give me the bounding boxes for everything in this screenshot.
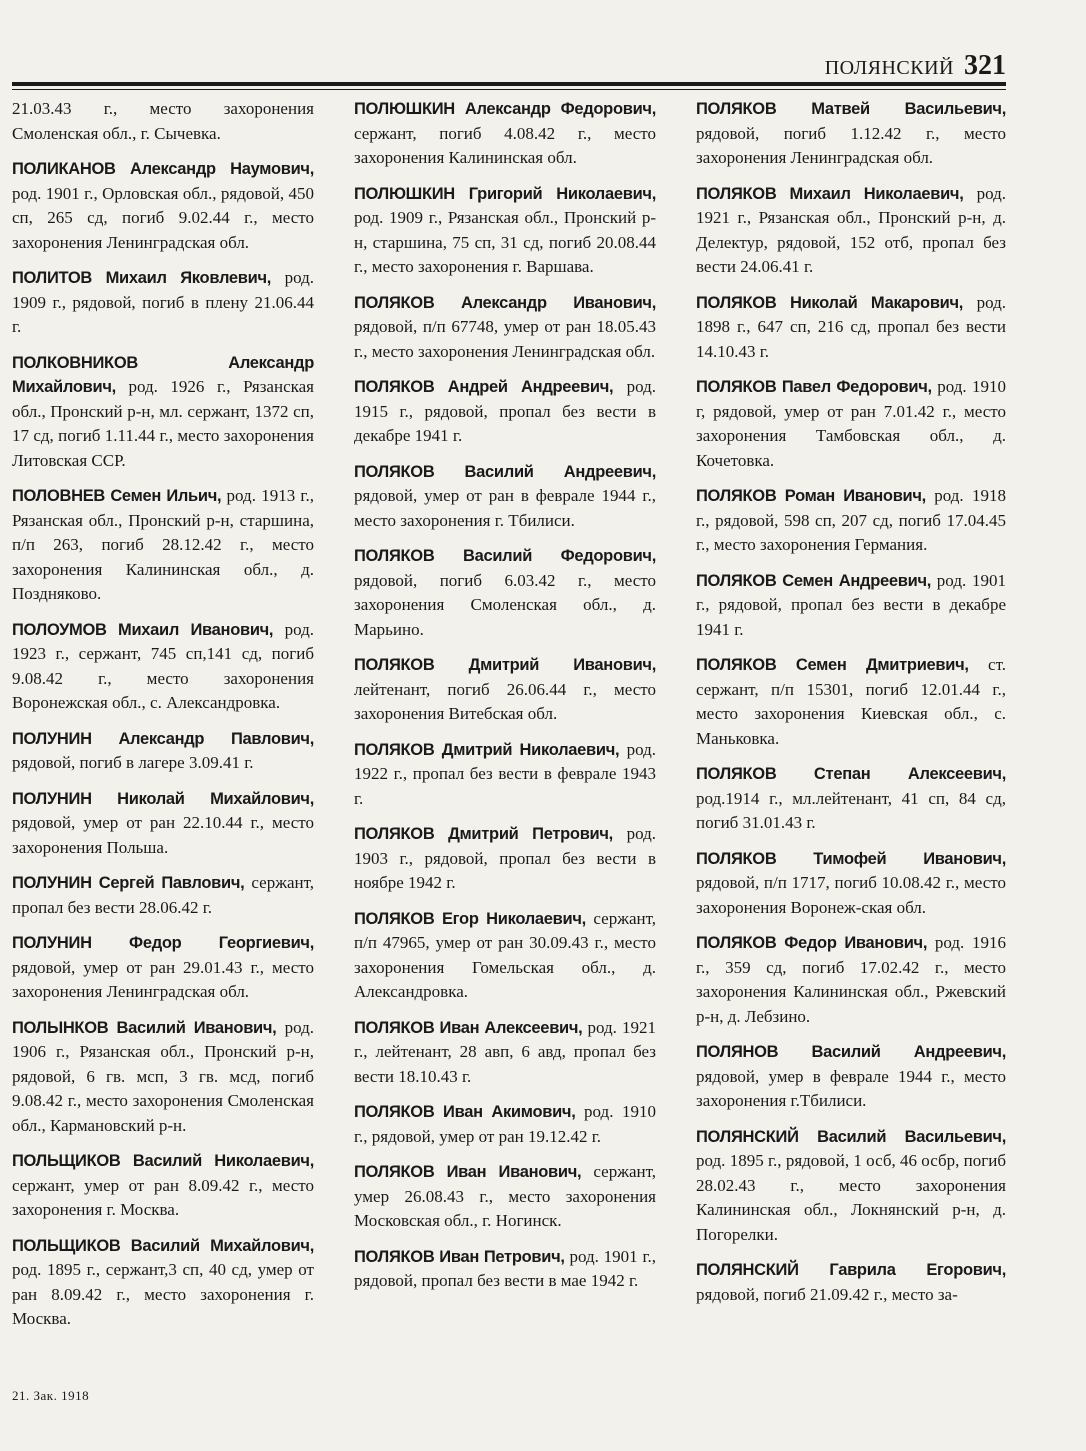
entry-text: род. 1916 г., 359 сд, погиб 17.02.42 г., место захоронения Калининская обл., Ржевский р-н, д. Лебзино. [696,933,1006,1026]
entry [12,1016,314,1139]
entry [354,1245,656,1294]
entry-text: род. 1923 г., сержант, 745 сп,141 сд, погиб 9.08.42 г., место захоронения Воронежская обл., с. Александровка. [12,619,314,712]
entry-text: сержант, пропал без вести 28.06.42 г. [12,873,314,917]
entry-text: рядовой, п/п 67748, умер от ран 18.05.43 г., место захоронения Ленинградская обл. [354,317,656,361]
entry [696,182,1006,280]
entry-name: ПОЛЯКОВ Дмитрий Иванович, [354,656,656,674]
entry-text: род. 1901 г., Орловская обл., рядовой, 450 сп, 265 сд, погиб 9.02.44 г., место захоронения Ленинградская обл. [12,183,314,252]
entry-name: ПОЛЯКОВ Федор Иванович, [696,934,928,952]
entry [12,871,314,920]
entry-text: сержант, умер 26.08.43 г., место захоронения Московская обл., г. Ногинск. [354,1162,656,1230]
entry-name: ПОЛЮШКИН Александр Федорович, [354,100,656,118]
entry [12,931,314,1005]
entry [354,182,656,280]
entry-name: ПОЛОВНЕВ Семен Ильич, [12,487,222,505]
entry-name: ПОЛЬЩИКОВ Василий Михайлович, [12,1236,314,1255]
entry-name: ПОЛЯКОВ Роман Иванович, [696,487,926,505]
entry-name: ПОЛЯКОВ Василий Андреевич, [354,462,656,481]
entry-text: рядовой, умер от ран 29.01.43 г., место захоронения Ленинградская обл. [12,957,314,1001]
entry-name: ПОЛИТОВ Михаил Яковлевич, [12,269,272,287]
entry-text: ст. сержант, п/п 15301, погиб 12.01.44 г., место захоронения Киевская обл., с. Маньковка. [696,655,1006,748]
entry-text: род. 1926 г., Рязанская обл., Пронский р-н, мл. сержант, 1372 сп, 17 сд, погиб 1.11.44 г., место захоронения Литовская ССР. [12,377,314,470]
entry [12,787,314,861]
entry-name: ПОЛЯКОВ Степан Алексеевич, [696,765,1006,783]
entry-name: ПОЛЯКОВ Егор Николаевич, [354,909,586,928]
entry [696,762,1006,836]
entry [354,1160,656,1234]
column-2 [354,97,656,1343]
entry-text: сержант, п/п 47965, умер от ран 30.09.43 г., место захоронения Гомельская обл., д. Александровка. [354,908,656,1001]
entry-name: ПОЛЯКОВ Николай Макарович, [696,293,964,312]
entry [12,351,314,474]
entry-text: лейтенант, погиб 26.06.44 г., место захоронения Витебская обл. [354,679,656,723]
entry [354,907,656,1005]
entry-text: рядовой, умер в феврале 1944 г., место захоронения г.Тбилиси. [696,1066,1006,1110]
entry-text: род. 1909 г., рядовой, погиб в плену 21.06.44 г. [12,268,314,336]
signature-mark: 21. Зак. 1918 [12,1388,90,1403]
entry-name: ПОЛЯНСКИЙ Василий Васильевич, [696,1127,1006,1146]
running-title: ПОЛЯНСКИЙ [824,57,954,79]
entry-text: сержант, умер от ран 8.09.42 г., место захоронения г. Москва. [12,1175,314,1219]
entry-name: ПОЛОУМОВ Михаил Иванович, [12,620,274,639]
entry-name: ПОЛЯКОВ Семен Андреевич, [696,571,932,590]
entry-name: ПОЛЯКОВ Михаил Николаевич, [696,184,964,203]
entry-text: рядовой, умер от ран 22.10.44 г., место захоронения Польша. [12,813,314,857]
entry [12,97,314,146]
entry-text: рядовой, умер от ран в феврале 1944 г., место захоронения г. Тбилиси. [354,486,656,530]
entry-name: ПОЛИКАНОВ Александр Наумович, [12,160,314,178]
entry-name: ПОЛЯКОВ Матвей Васильевич, [696,100,1006,118]
entry [354,1100,656,1149]
entry-text: 21.03.43 г., место захоронения Смоленская обл., г. Сычевка. [12,99,314,143]
entry [12,1234,314,1332]
entry-text: род. 1921 г., Рязанская обл., Пронский р-н, д. Делектур, рядовой, 152 отб, пропал без вести 24.06.41 г. [696,183,1006,276]
entry-text: род. 1906 г., Рязанская обл., Пронский р-н, рядовой, 6 гв. мсп, 3 гв. мсд, погиб 9.08.42 г., место захоронения Смоленская обл., Кармановский р-н. [12,1017,314,1135]
entry-text: род. 1898 г., 647 сп, 216 сд, пропал без вести 14.10.43 г. [696,292,1006,361]
entry [12,618,314,716]
entry-text: род. 1922 г., пропал без вести в феврале 1943 г. [354,739,656,808]
entry-name: ПОЛЯКОВ Дмитрий Николаевич, [354,740,620,759]
entry-text: род. 1903 г., рядовой, пропал без вести в ноябре 1942 г. [354,824,656,892]
entry-name: ПОЛЯКОВ Иван Акимович, [354,1103,576,1121]
entry-text: сержант, погиб 4.08.42 г., место захоронения Калининская обл. [354,123,656,167]
entry [12,484,314,607]
text-columns [12,97,1006,1343]
entry [696,1258,1006,1307]
entry-text: род. 1921 г., лейтенант, 28 авп, 6 авд, пропал без вести 18.10.43 г. [354,1017,656,1086]
entry [354,291,656,365]
entry [12,157,314,255]
entry-text: род. 1918 г., рядовой, 598 сп, 207 сд, погиб 17.04.45 г., место захоронения Германия. [696,486,1006,554]
entry-text: род. 1915 г., рядовой, пропал без вести в декабре 1941 г. [354,377,656,445]
entry-name: ПОЛЯКОВ Иван Алексеевич, [354,1018,583,1037]
entry [354,653,656,727]
entry-text: рядовой, погиб в лагере 3.09.41 г. [12,753,254,772]
header-rule-thin [12,89,1006,90]
entry-text: род. 1910 г., рядовой, умер от ран 19.12.42 г. [354,1102,656,1146]
entry-name: ПОЛЯКОВ Александр Иванович, [354,293,656,312]
entry [696,847,1006,921]
entry-name: ПОЛЯКОВ Семен Дмитриевич, [696,656,969,674]
entry [696,653,1006,751]
entry [354,460,656,534]
entry-text: род. 1909 г., Рязанская обл., Пронский р-н, старшина, 75 сп, 31 сд, погиб 20.08.44 г., место захоронения г. Варшава. [354,208,656,276]
entry-name: ПОЛКОВНИКОВ Александр Михайлович, [12,353,314,396]
entry [696,1040,1006,1114]
entry [354,375,656,449]
entry-name: ПОЛЯКОВ Василий Федорович, [354,547,656,565]
entry [12,727,314,776]
entry-name: ПОЛЫНКОВ Василий Иванович, [12,1018,277,1037]
entry [696,375,1006,473]
entry-name: ПОЛЯНСКИЙ Гаврила Егорович, [696,1261,1006,1279]
entry-name: ПОЛЯКОВ Дмитрий Петрович, [354,825,613,843]
entry [696,569,1006,643]
entry [354,1016,656,1090]
entry-name: ПОЛУНИН Александр Павлович, [12,729,314,748]
entry [12,266,314,340]
entry-name: ПОЛЯКОВ Андрей Андреевич, [354,378,614,396]
entry [354,97,656,171]
page-number: 321 [964,50,1006,81]
entry [354,544,656,642]
entry [354,738,656,812]
column-3 [696,97,1006,1343]
entry [696,484,1006,558]
entry-name: ПОЛЯКОВ Иван Петрович, [354,1247,565,1266]
entry [696,97,1006,171]
entry [12,1149,314,1223]
entry-text: род. 1901 г., рядовой, пропал без вести в мае 1942 г. [354,1246,656,1290]
entry-name: ПОЛЮШКИН Григорий Николаевич, [354,184,656,203]
entry-name: ПОЛУНИН Сергей Павлович, [12,874,245,892]
entry-name: ПОЛУНИН Федор Георгиевич, [12,934,314,952]
column-1 [12,97,314,1343]
entry-name: ПОЛЯНОВ Василий Андреевич, [696,1043,1006,1061]
entry-text: род. 1895 г., сержант,3 сп, 40 сд, умер от ран 8.09.42 г., место захоронения г. Москва. [12,1260,314,1328]
page-header [825,50,1006,82]
entry [696,931,1006,1029]
entry [696,291,1006,365]
entry [354,822,656,896]
entry-name: ПОЛЯКОВ Иван Иванович, [354,1163,582,1181]
entry [696,1125,1006,1248]
entry-name: ПОЛЯКОВ Тимофей Иванович, [696,849,1006,868]
entry-text: рядовой, погиб 6.03.42 г., место захоронения Смоленская обл., д. Марьино. [354,570,656,639]
entry-text: род. 1910 г, рядовой, умер от ран 7.01.42 г., место захоронения Тамбовская обл., д. Кочетовка. [696,377,1006,470]
header-rule-thick [12,82,1006,86]
entry-text: род. 1901 г., рядовой, пропал без вести в декабре 1941 г. [696,570,1006,639]
entry-text: рядовой, п/п 1717, погиб 10.08.42 г., место захоронения Воронеж-ская обл. [696,873,1006,917]
entry-text: рядовой, погиб 1.12.42 г., место захоронения Ленинградская обл. [696,123,1006,167]
entry-name: ПОЛУНИН Николай Михайлович, [12,789,314,808]
entry-name: ПОЛЯКОВ Павел Федорович, [696,378,932,396]
entry-name: ПОЛЬЩИКОВ Василий Николаевич, [12,1152,314,1170]
entry-text: род. 1895 г., рядовой, 1 осб, 46 осбр, погиб 28.02.43 г., место захоронения Калининская обл., Локнянский р-н, д. Погорелки. [696,1151,1006,1244]
entry-text: род. 1913 г., Рязанская обл., Пронский р-н, старшина, п/п 263, погиб 28.12.42 г., место захоронения Калининская обл., д. Поздняково. [12,486,314,603]
entry-text: род.1914 г., мл.лейтенант, 41 сп, 84 сд, погиб 31.01.43 г. [696,788,1006,832]
entry-text: рядовой, погиб 21.09.42 г., место за- [696,1284,958,1304]
